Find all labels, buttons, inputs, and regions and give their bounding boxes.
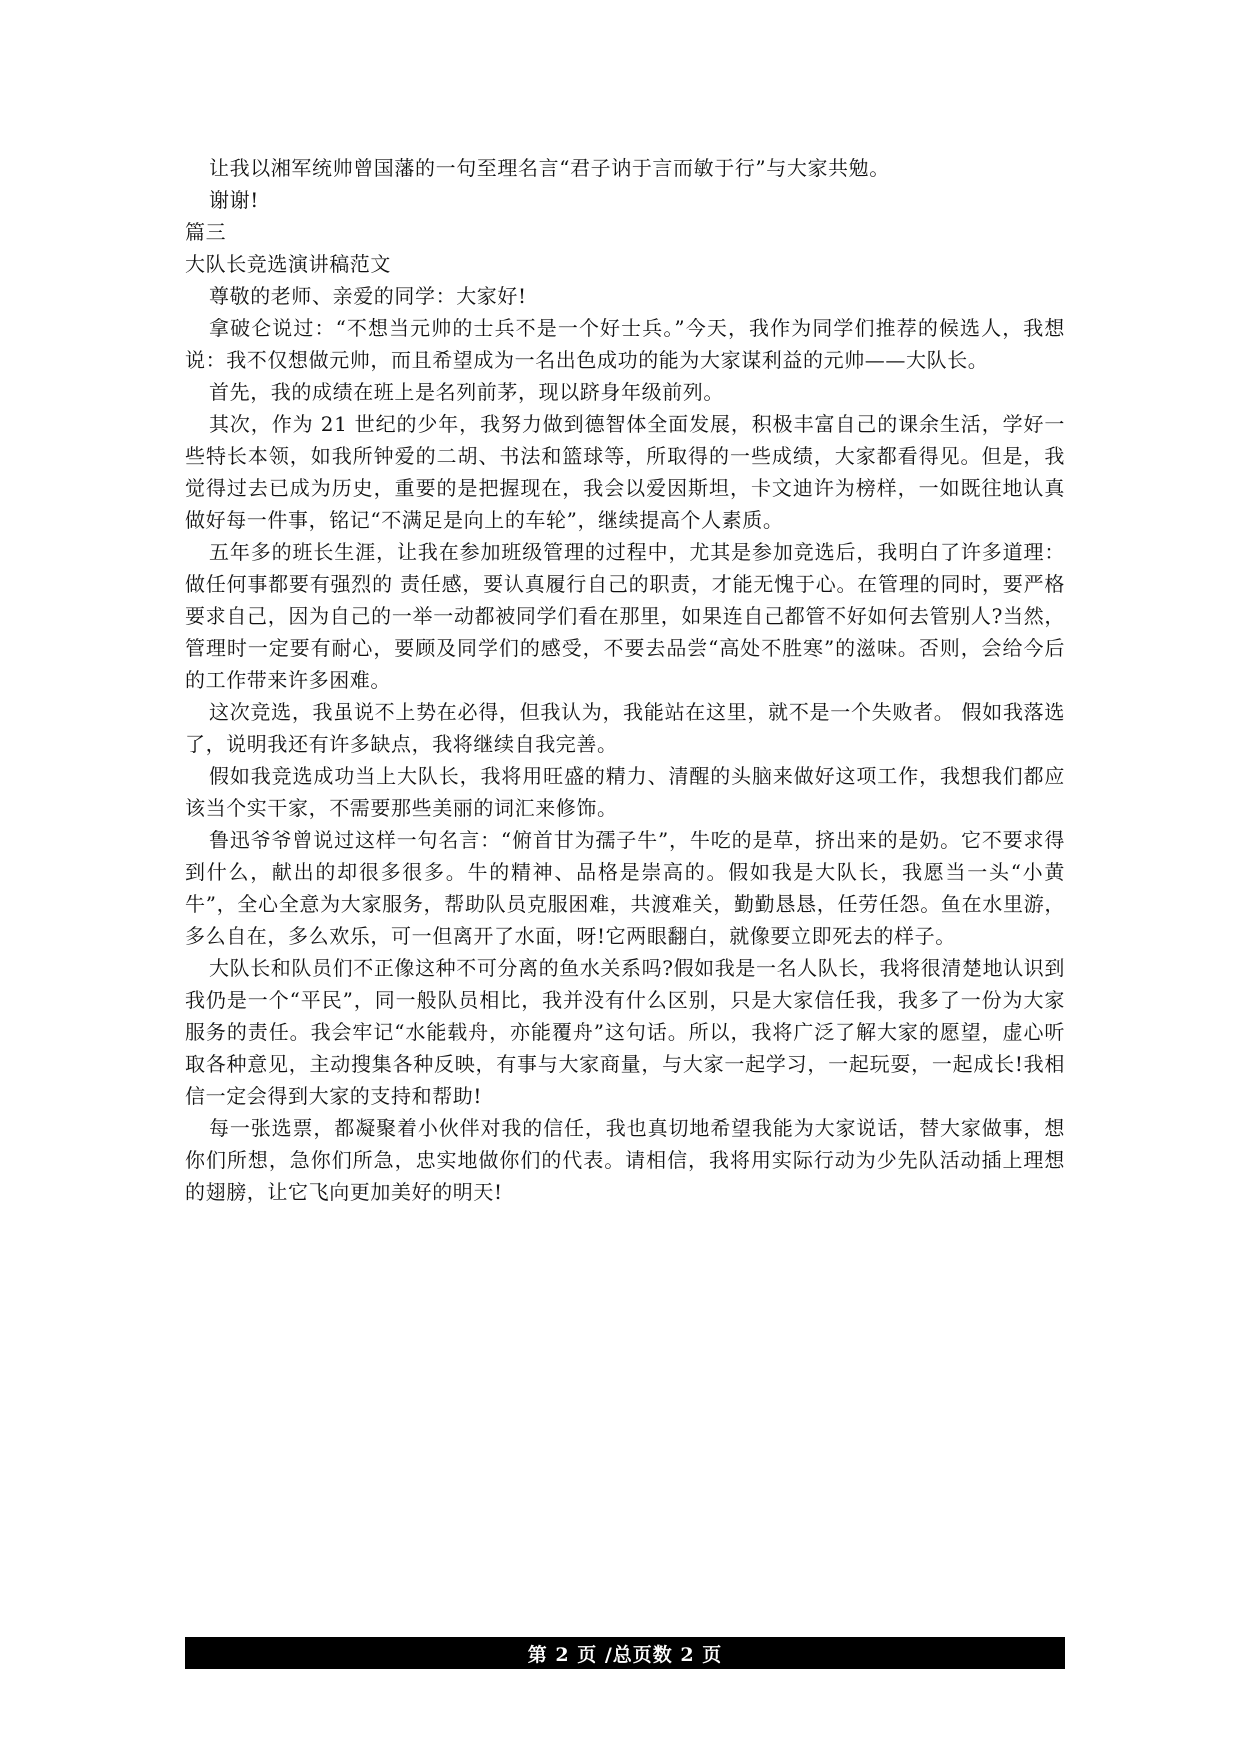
paragraph: 让我以湘军统帅曾国藩的一句至理名言“君子讷于言而敏于行”与大家共勉。 <box>209 156 890 180</box>
paragraph: 大队长和队员们不正像这种不可分离的鱼水关系吗?假如我是一名人队长，我将很清楚地认识到我仍是一个“平民”，同一般队员相比，我并没有什么区别，只是大家信任我，我多了一份为大家服务的责任。我会牢记“水能载舟，亦能覆舟”这句话。所以，我将广泛了解大家的愿望，虚心听取各种意见，主动搜集各种反映，有事与大家商量，与大家一起学习，一起玩耍，一起成长!我相信一定会得到大家的支持和帮助! <box>185 956 1065 1108</box>
paragraph: 每一张选票，都凝聚着小伙伴对我的信任，我也真切地希望我能为大家说话，替大家做事，想你们所想，急你们所急，忠实地做你们的代表。请相信，我将用实际行动为少先队活动插上理想的翅膀，让它飞向更加美好的明天! <box>185 1116 1065 1204</box>
section-heading: 篇三 <box>185 220 227 244</box>
paragraph: 假如我竞选成功当上大队长，我将用旺盛的精力、清醒的头脑来做好这项工作，我想我们都应该当个实干家，不需要那些美丽的词汇来修饰。 <box>185 764 1065 820</box>
paragraph: 其次，作为 21 世纪的少年，我努力做到德智体全面发展，积极丰富自己的课余生活，学好一些特长本领，如我所钟爱的二胡、书法和篮球等，所取得的一些成绩，大家都看得见。但是，我觉得过去已成为历史，重要的是把握现在，我会以爱因斯坦，卡文迪许为榜样，一如既往地认真做好每一件事，铭记“不满足是向上的车轮”，继续提高个人素质。 <box>185 412 1065 532</box>
document-title: 大队长竞选演讲稿范文 <box>185 252 391 276</box>
paragraph: 拿破仑说过：“不想当元帅的士兵不是一个好士兵。”今天，我作为同学们推荐的候选人，我想说：我不仅想做元帅，而且希望成为一名出色成功的能为大家谋利益的元帅——大队长。 <box>185 316 1065 372</box>
page-number-label: 第 2 页 /总页数 2 页 <box>527 1643 723 1666</box>
paragraph: 尊敬的老师、亲爱的同学：大家好! <box>209 284 527 308</box>
paragraph: 鲁迅爷爷曾说过这样一句名言：“俯首甘为孺子牛”，牛吃的是草，挤出来的是奶。它不要求得到什么，献出的却很多很多。牛的精神、品格是崇高的。假如我是大队长，我愿当一头“小黄牛”，全心全意为大家服务，帮助队员克服困难，共渡难关，勤勤恳恳，任劳任怨。鱼在水里游，多么自在，多么欢乐，可一但离开了水面，呀!它两眼翻白，就像要立即死去的样子。 <box>185 828 1065 948</box>
paragraph: 谢谢! <box>209 188 259 212</box>
paragraph: 首先，我的成绩在班上是名列前茅，现以跻身年级前列。 <box>209 380 724 404</box>
paragraph: 这次竞选，我虽说不上势在必得，但我认为，我能站在这里，就不是一个失败者。 假如我落选了，说明我还有许多缺点，我将继续自我完善。 <box>185 700 1065 756</box>
page-footer <box>185 1637 1065 1669</box>
paragraph: 五年多的班长生涯，让我在参加班级管理的过程中，尤其是参加竞选后，我明白了许多道理：做任何事都要有强烈的 责任感，要认真履行自己的职责，才能无愧于心。在管理的同时，要严格要求自己，因为自己的一举一动都被同学们看在那里，如果连自己都管不好如何去管别人?当然，管理时一定要有耐心，要顾及同学们的感受，不要去品尝“高处不胜寒”的滋味。否则，会给今后 的工作带来许多困难。 <box>185 540 1065 692</box>
document-body <box>185 152 1065 1208</box>
